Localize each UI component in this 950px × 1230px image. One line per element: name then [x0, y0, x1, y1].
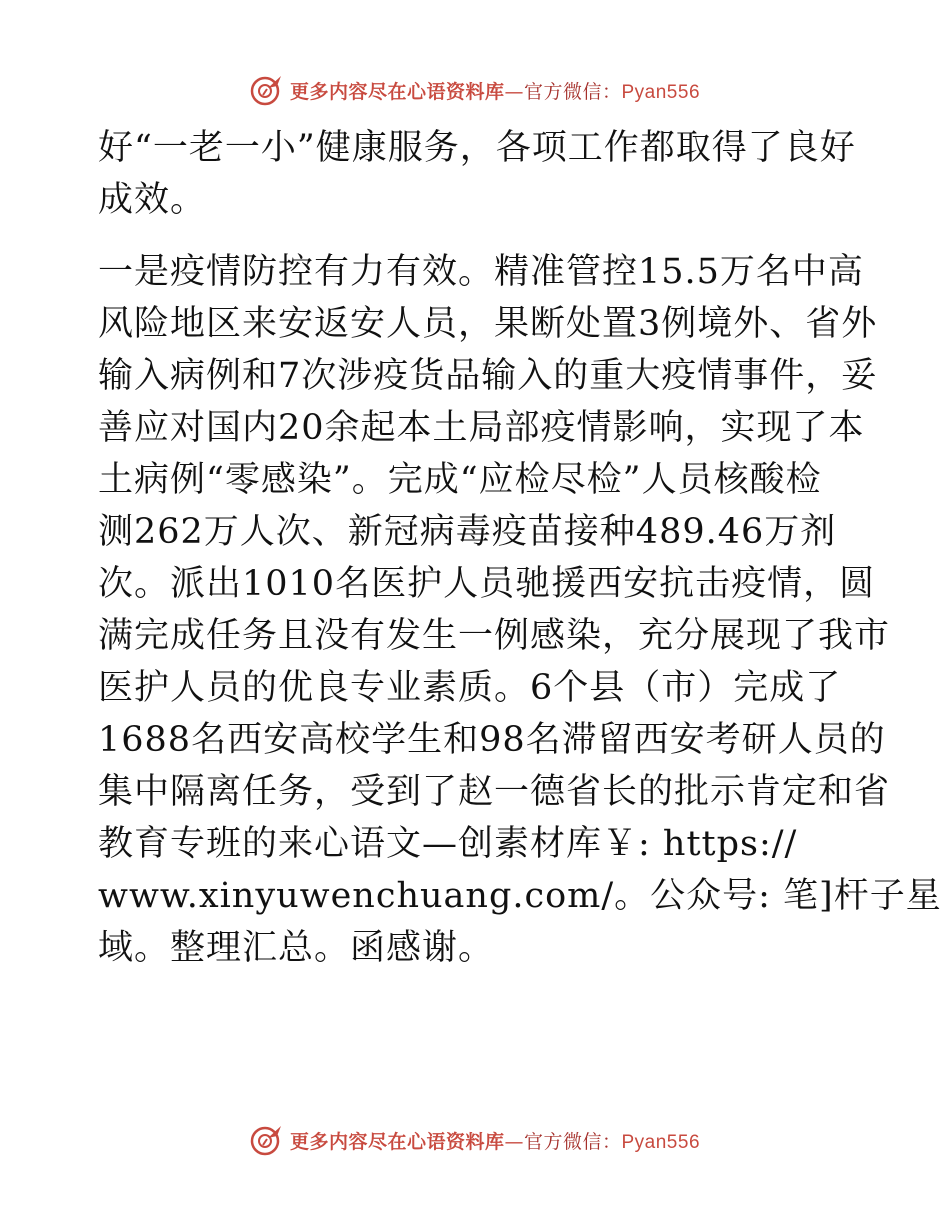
- text-line: 医护人员的优良专业素质。6个县（市）完成了: [98, 668, 842, 708]
- banner-separator: —: [504, 1130, 524, 1153]
- banner-text: [290, 1127, 700, 1154]
- paragraph-intro: [98, 122, 858, 226]
- paragraph-gap: [98, 226, 858, 246]
- banner-site-text: 更多内容尽在心语资料库: [289, 1130, 505, 1153]
- text-line: 成效。: [98, 180, 207, 220]
- banner-wechat-id: Pyan556: [621, 1131, 701, 1153]
- text-line: 土病例“零感染”。完成“应检尽检”人员核酸检: [98, 460, 822, 500]
- quill-logo-icon: [250, 1123, 284, 1157]
- document-body: [98, 122, 942, 974]
- text-line: 集中隔离任务，受到了赵一德省长的批示肯定和省: [98, 772, 891, 812]
- text-line: 满完成任务且没有发生一例感染，充分展现了我市: [98, 616, 891, 656]
- text-line: 测262万人次、新冠病毒疫苗接种489.46万剂: [98, 512, 837, 552]
- banner-wechat-id: Pyan556: [621, 81, 701, 103]
- banner-site-text: 更多内容尽在心语资料库: [289, 80, 505, 103]
- banner-inner: [250, 1123, 700, 1157]
- quill-logo-icon: [250, 73, 284, 107]
- text-line: 1688名西安高校学生和98名滞留西安考研人员的: [98, 720, 886, 760]
- banner-wechat-label: 官方微信：: [523, 80, 622, 103]
- text-line: 域。整理汇总。函感谢。: [98, 928, 495, 968]
- banner-text: [290, 77, 700, 104]
- header-banner: [0, 70, 950, 110]
- banner-inner: [250, 73, 700, 107]
- text-line: 次。派出1010名医护人员驰援西安抗击疫情，圆: [98, 564, 876, 604]
- banner-wechat-label: 官方微信：: [523, 1130, 622, 1153]
- footer-banner: [0, 1120, 950, 1160]
- text-line: www.xinyuwenchuang.com/。公众号: 笔]杆子星: [98, 876, 942, 916]
- banner-separator: —: [504, 80, 524, 103]
- text-line: 一是疫情防控有力有效。精准管控15.5万名中高: [98, 252, 864, 292]
- text-line: 教育专班的来心语文—创素材库￥: https://: [98, 824, 798, 864]
- text-line: 好“一老一小”健康服务，各项工作都取得了良好: [98, 128, 856, 168]
- text-line: 风险地区来安返安人员，果断处置3例境外、省外: [98, 304, 878, 344]
- text-line: 善应对国内20余起本土局部疫情影响，实现了本: [98, 408, 865, 448]
- paragraph-epidemic-control: [98, 246, 942, 974]
- text-line: 输入病例和7次涉疫货品输入的重大疫情事件，妥: [98, 356, 878, 396]
